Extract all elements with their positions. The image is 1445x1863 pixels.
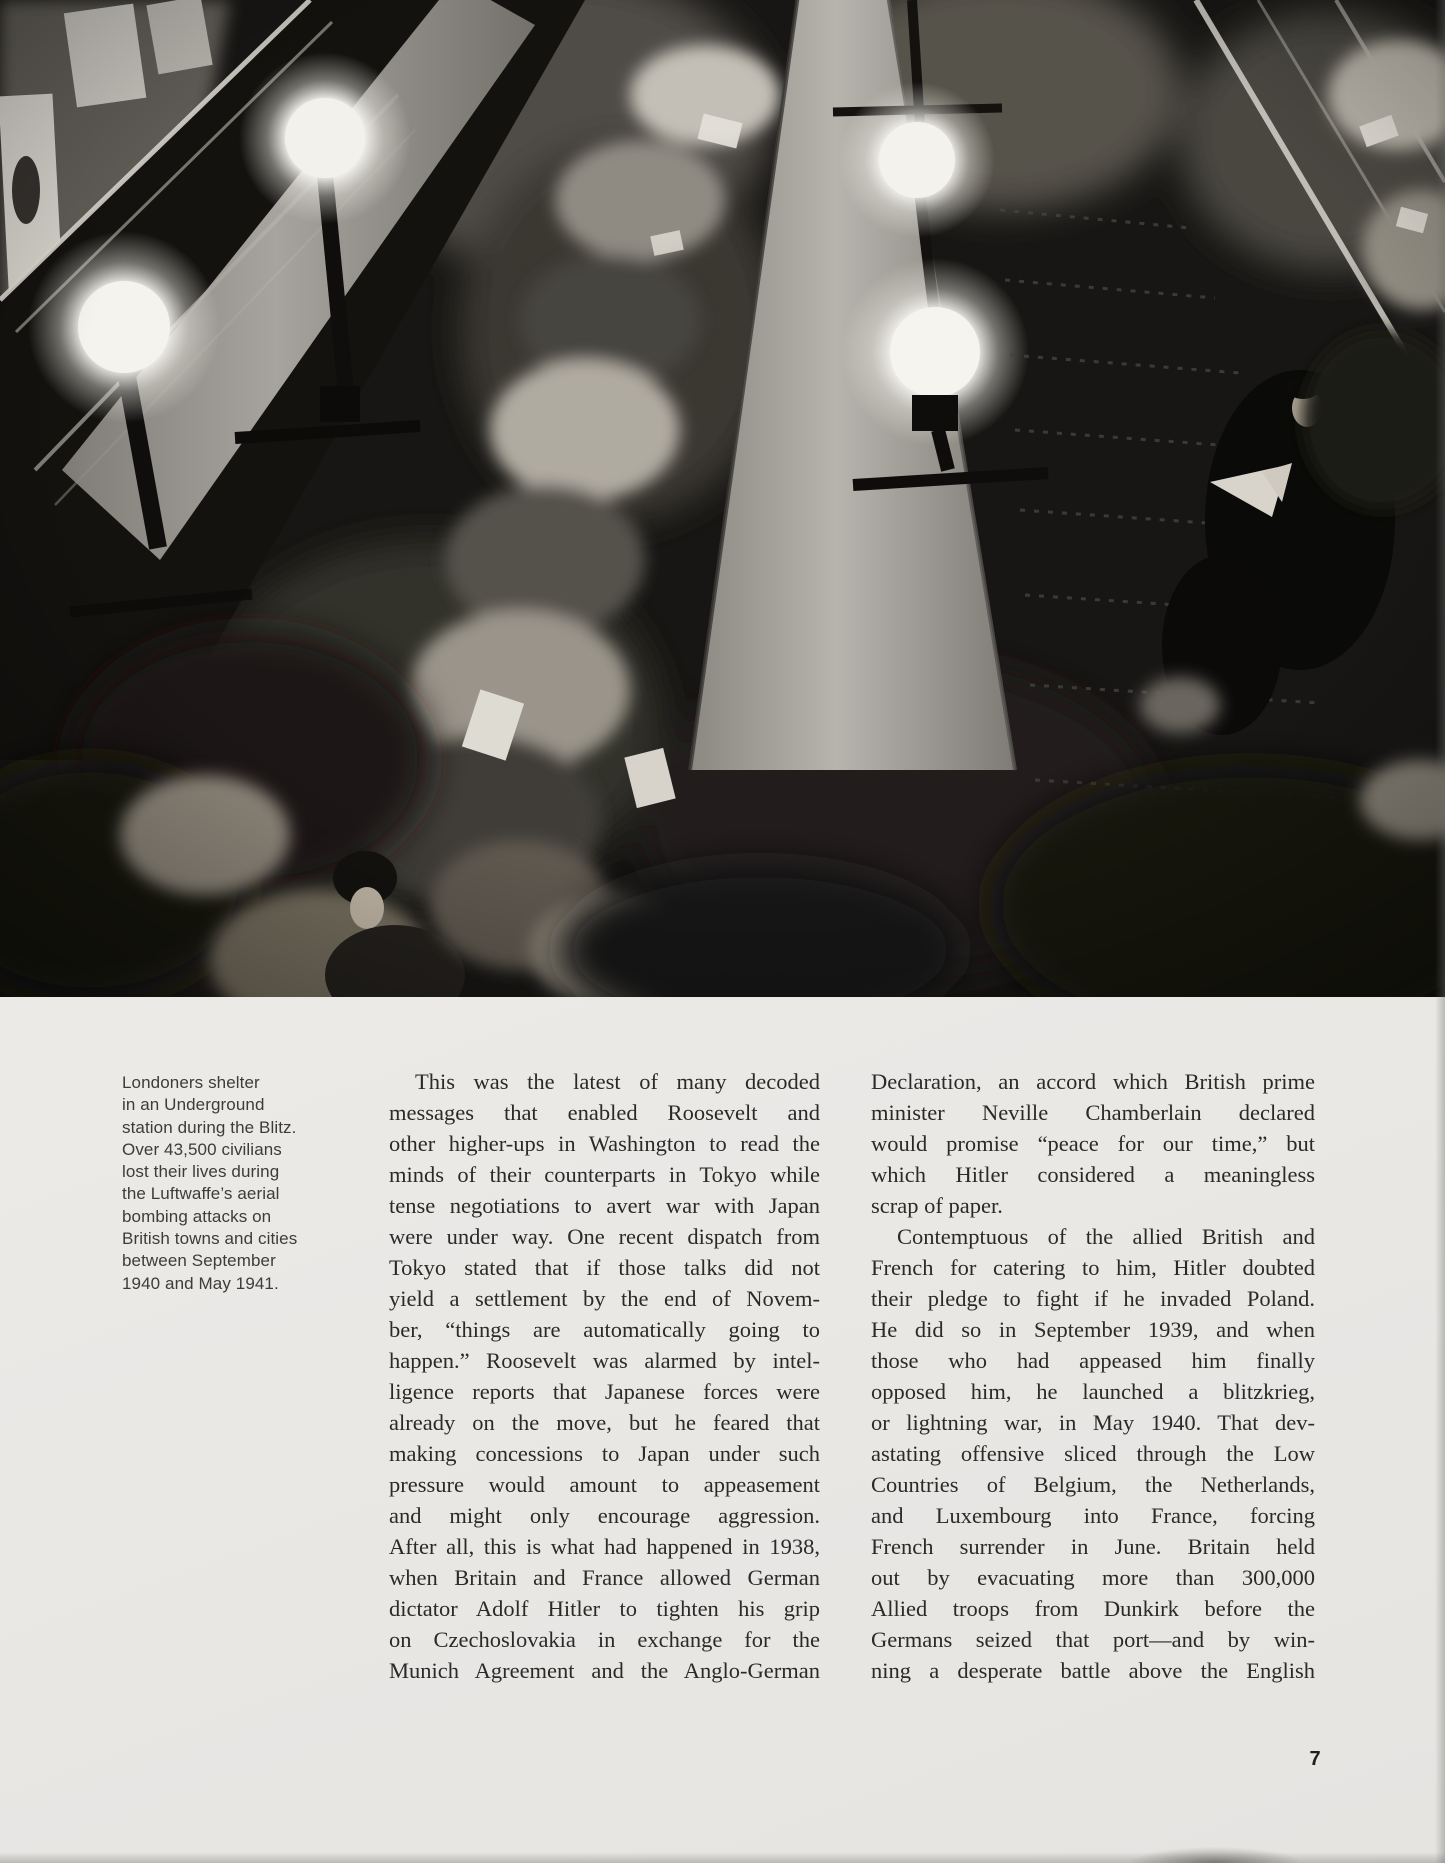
page-edge-shadow-bottom [0, 1852, 1445, 1863]
body-line: those who had appeased him finally [871, 1348, 1315, 1373]
body-line: After all, this is what had happened in 1938, [389, 1534, 820, 1559]
body-line: opposed him, he launched a blitzkrieg, [871, 1379, 1315, 1404]
body-line: making concessions to Japan under such [389, 1441, 820, 1466]
body-line: other higher-ups in Washington to read the [389, 1131, 820, 1156]
caption-line: Londoners shelter [122, 1073, 260, 1092]
body-line: happen.” Roosevelt was alarmed by intel- [389, 1348, 820, 1373]
body-column-1 [389, 1066, 820, 1686]
body-line: and Luxembourg into France, forcing [871, 1503, 1315, 1528]
body-line: messages that enabled Roosevelt and [389, 1100, 820, 1125]
body-line: Munich Agreement and the Anglo-German [389, 1658, 820, 1683]
body-line: and might only encourage aggression. [389, 1503, 820, 1528]
caption-line: lost their lives during [122, 1162, 280, 1182]
caption-line: 1940 and May 1941. [122, 1273, 279, 1293]
body-line: minister Neville Chamberlain declared [871, 1100, 1315, 1125]
body-line: Germans seized that port—and by win- [871, 1627, 1315, 1652]
body-line: when Britain and France allowed German [389, 1565, 820, 1590]
body-line: yield a settlement by the end of Novem- [389, 1286, 820, 1311]
body-line: out by evacuating more than 300,000 [871, 1565, 1315, 1590]
body-line: Declaration, an accord which British prime [871, 1069, 1315, 1094]
body-line: or lightning war, in May 1940. That dev- [871, 1410, 1315, 1435]
body-line: pressure would amount to appeasement [389, 1472, 820, 1497]
body-line: were under way. One recent dispatch from [389, 1224, 820, 1249]
body-line: minds of their counterparts in Tokyo while [389, 1162, 820, 1187]
body-line: This was the latest of many decoded [415, 1069, 820, 1094]
caption-line: between September [122, 1251, 276, 1271]
body-line: ber, “things are automatically going to [389, 1317, 820, 1342]
caption-line: in an Underground [122, 1095, 265, 1115]
body-line: already on the move, but he feared that [389, 1410, 820, 1435]
body-line: Countries of Belgium, the Netherlands, [871, 1472, 1315, 1497]
body-line: French surrender in June. Britain held [871, 1534, 1315, 1559]
caption-line: Over 43,500 civilians [122, 1139, 282, 1159]
body-column-2 [871, 1066, 1315, 1686]
caption-line: British towns and cities [122, 1229, 298, 1249]
body-line: Contemptuous of the allied British and [897, 1224, 1315, 1249]
caption-line: station during the Blitz. [122, 1117, 297, 1137]
body-line: astating offensive sliced through the Low [871, 1441, 1315, 1466]
photo-caption [122, 1072, 344, 1295]
scan-smudge [1130, 1847, 1300, 1863]
page-number: 7 [1309, 1748, 1321, 1770]
body-line: French for catering to him, Hitler doubted [871, 1255, 1315, 1280]
body-line: would promise “peace for our time,” but [871, 1131, 1315, 1156]
body-line: their pledge to fight if he invaded Poland. [871, 1286, 1315, 1311]
body-line: ligence reports that Japanese forces were [389, 1379, 820, 1404]
body-line: tense negotiations to avert war with Japan [389, 1193, 820, 1218]
body-line: Allied troops from Dunkirk before the [871, 1596, 1315, 1621]
body-line: scrap of paper. [871, 1193, 1003, 1218]
body-line: dictator Adolf Hitler to tighten his grip [389, 1596, 820, 1621]
caption-line: the Luftwaffe’s aerial [122, 1184, 280, 1204]
caption-line: bombing attacks on [122, 1206, 272, 1226]
body-line: on Czechoslovakia in exchange for the [389, 1627, 820, 1652]
body-line: He did so in September 1939, and when [871, 1317, 1315, 1342]
body-line: which Hitler considered a meaningless [871, 1162, 1315, 1187]
body-line: ning a desperate battle above the English [871, 1658, 1315, 1683]
body-line: Tokyo stated that if those talks did not [389, 1255, 820, 1280]
